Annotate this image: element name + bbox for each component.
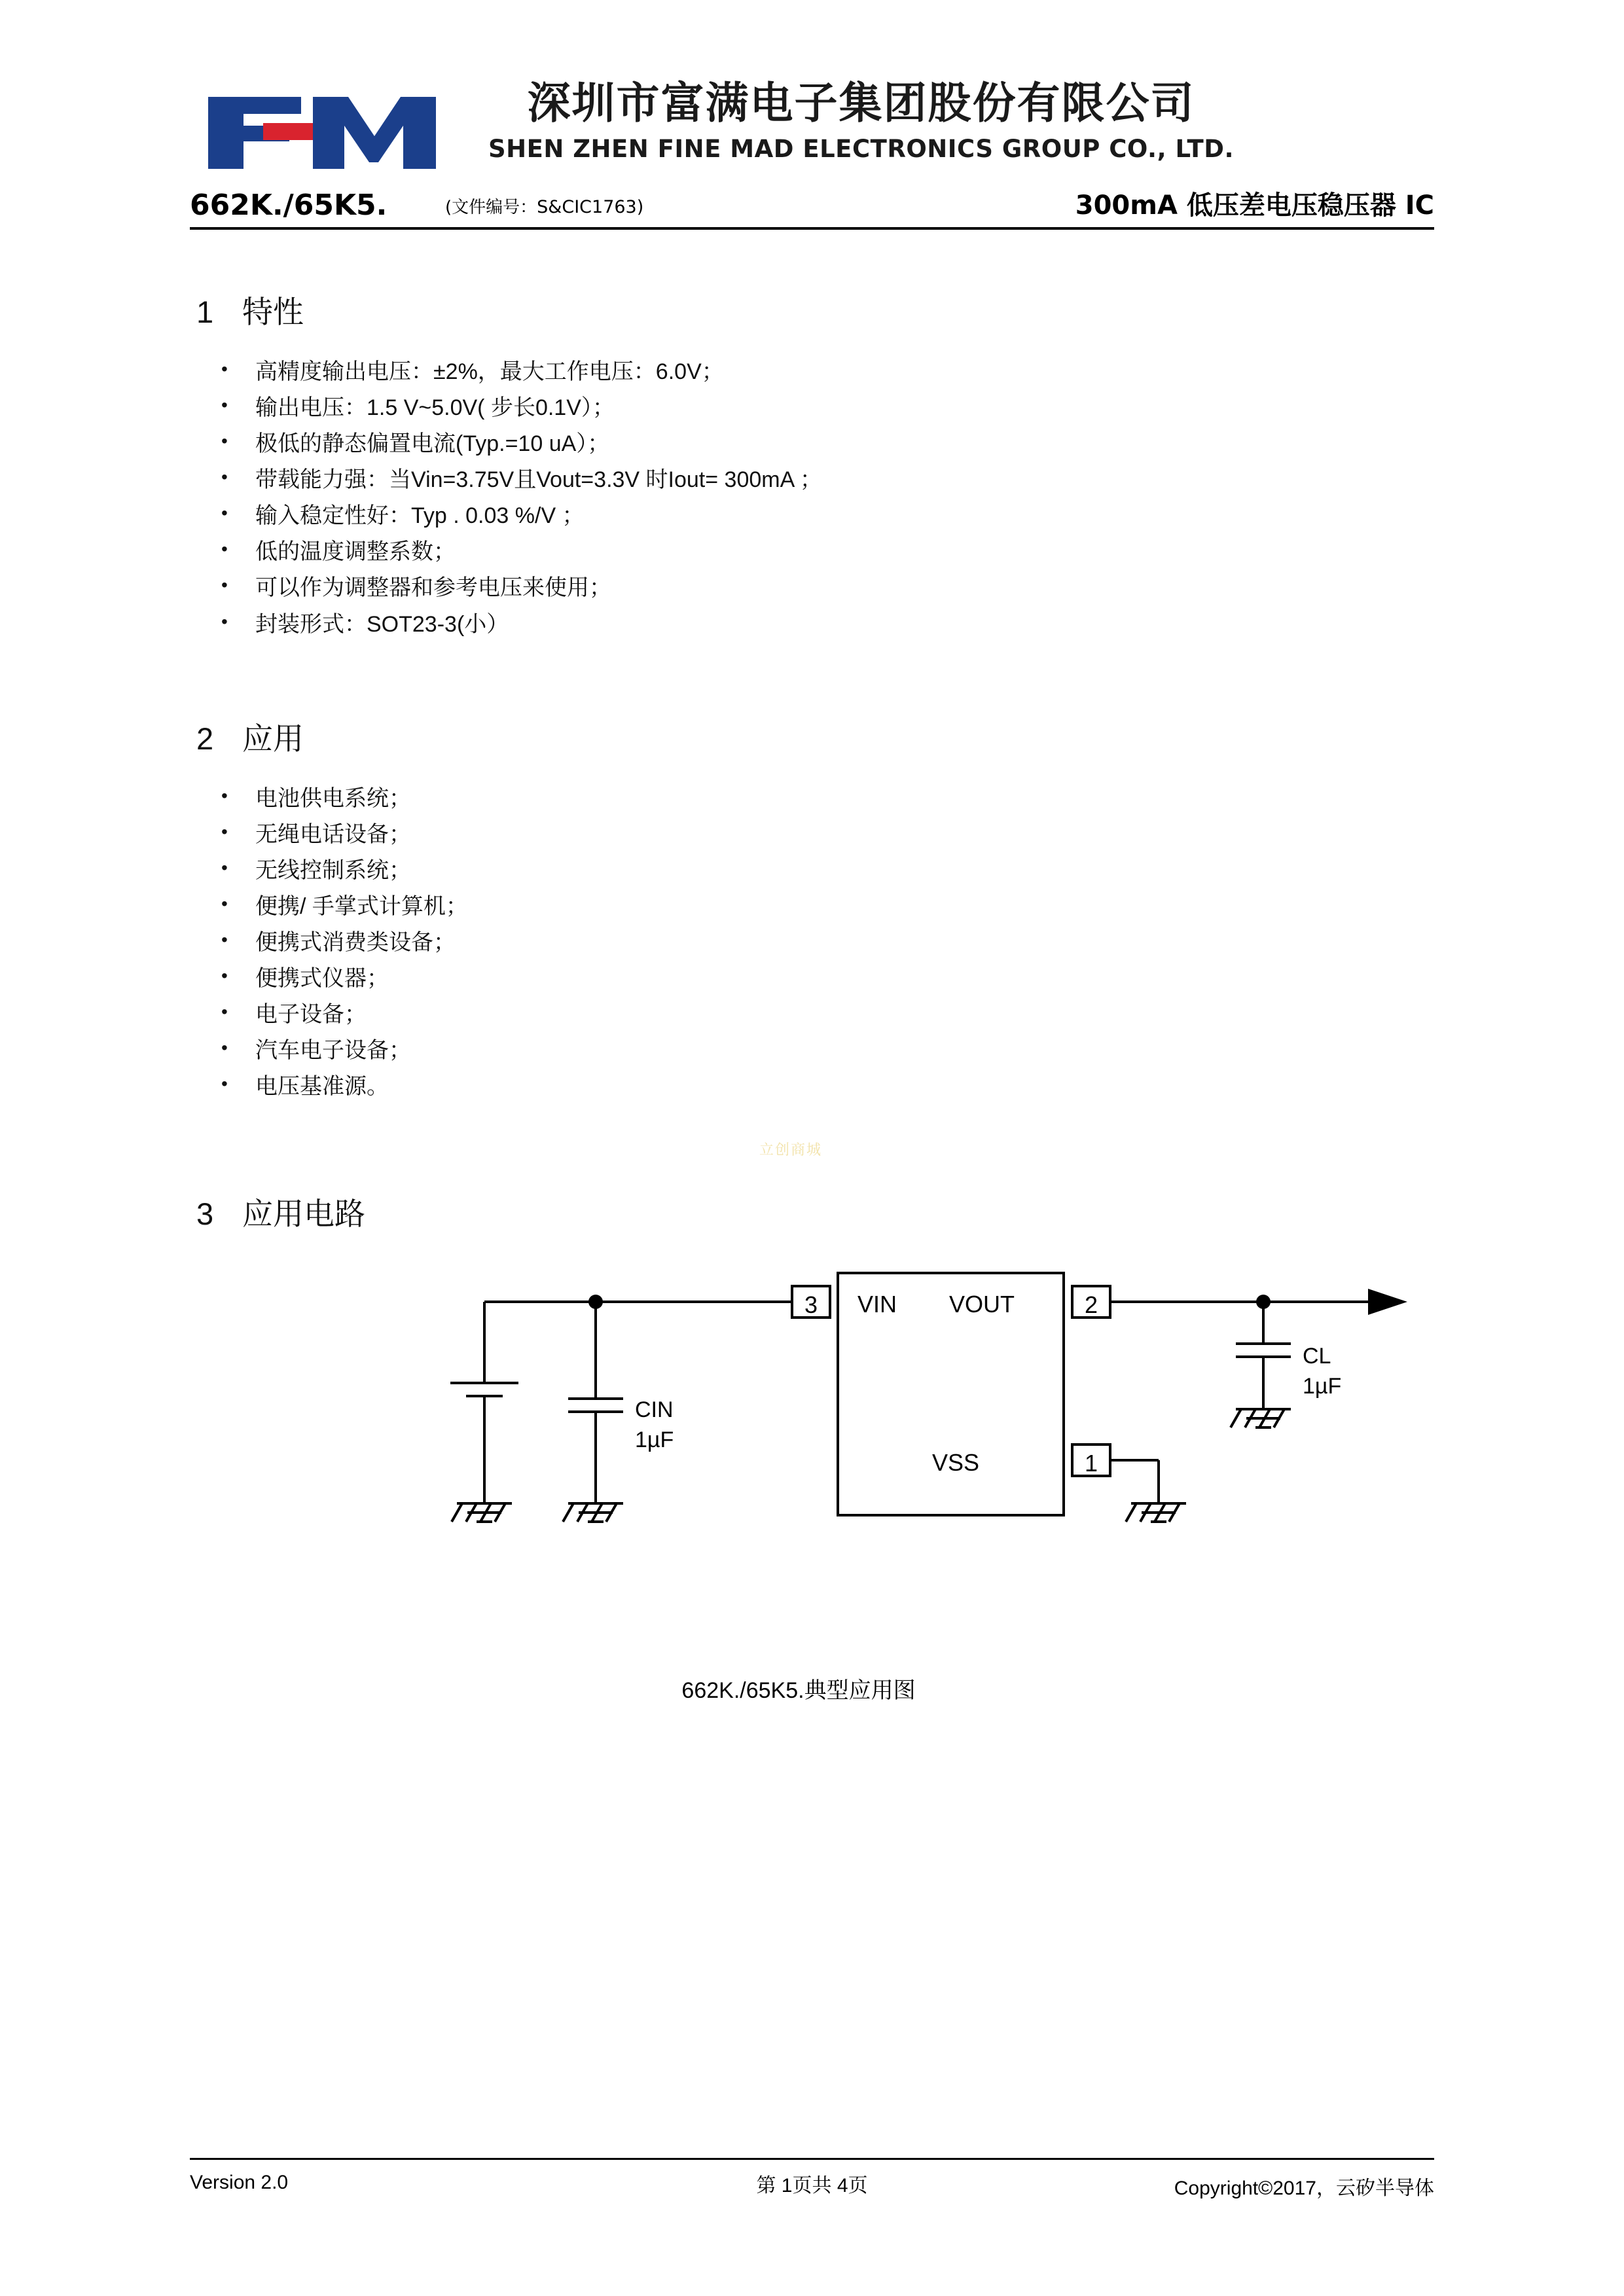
section-circuit-heading: [196, 1190, 1434, 1234]
footer-page-number: 第 1页共 4页: [756, 2175, 868, 2197]
section-features-number: 1: [196, 295, 214, 329]
list-item: • 便携/ 手掌式计算机；: [190, 889, 1434, 925]
circuit-cin-name: CIN: [635, 1397, 674, 1423]
list-item: • 输出电压：1.5 V~5.0V( 步长0.1V）；: [190, 390, 1434, 426]
circuit-vout-label: VOUT: [949, 1291, 1015, 1318]
application-circuit-diagram: [439, 1260, 1460, 1666]
circuit-caption: 662K./65K5.典型应用图: [681, 1678, 916, 1704]
part-number: 662K./65K5.: [190, 188, 388, 222]
company-name-en: SHEN ZHEN FINE MAD ELECTRONICS GROUP CO., LTD.: [488, 134, 1235, 163]
list-item: • 高精度输出电压：±2%，最大工作电压：6.0V；: [190, 354, 1434, 390]
list-item: • 可以作为调整器和参考电压来使用；: [190, 570, 1434, 606]
list-item: • 电压基准源。: [190, 1069, 1434, 1105]
circuit-pin1-label: 1: [1084, 1450, 1098, 1477]
circuit-vss-label: VSS: [931, 1449, 980, 1477]
section-applications-number: 2: [196, 721, 214, 756]
circuit-cin-value: 1µF: [635, 1427, 674, 1453]
page-header: [190, 0, 1434, 249]
section-circuit-title: 应用电路: [242, 1196, 365, 1232]
list-item: • 无线控制系统；: [190, 853, 1434, 889]
list-item: • 汽车电子设备；: [190, 1033, 1434, 1069]
list-item: • 电子设备；: [190, 997, 1434, 1033]
circuit-cl-value: 1µF: [1303, 1374, 1342, 1399]
document-code-value: S&CIC1763): [537, 196, 644, 217]
section-circuit-number: 3: [196, 1196, 214, 1232]
footer-copyright: Copyright©2017，云矽半导体: [1174, 2178, 1434, 2199]
footer-version: Version 2.0: [190, 2172, 289, 2193]
list-item: • 便携式仪器；: [190, 961, 1434, 997]
section-applications: [190, 715, 1434, 1105]
product-title: 300mA 低压差电压稳压器 IC: [1075, 190, 1434, 221]
section-features: [190, 288, 1434, 643]
section-applications-heading: [196, 715, 1434, 759]
circuit-cl-name: CL: [1303, 1344, 1331, 1369]
title-bar: [190, 180, 1434, 230]
applications-list: [190, 781, 1434, 1105]
list-item: • 电池供电系统；: [190, 781, 1434, 817]
page-footer: [190, 2158, 1434, 2198]
list-item: • 带载能力强：当Vin=3.75V且Vout=3.3V 时Iout= 300mA ；: [190, 462, 1434, 498]
list-item: • 封装形式：SOT23-3(小）: [190, 607, 1434, 643]
list-item: • 便携式消费类设备；: [190, 925, 1434, 961]
section-applications-title: 应用: [242, 721, 304, 756]
company-logo: [203, 85, 445, 180]
circuit-pin2-label: 2: [1084, 1291, 1098, 1319]
watermark-text: 立创商城: [759, 1141, 823, 1158]
document-code-label: (文件编号：: [445, 197, 537, 217]
list-item: • 低的温度调整系数；: [190, 534, 1434, 570]
section-features-heading: [196, 288, 1434, 332]
features-list: [190, 354, 1434, 643]
document-code: [445, 194, 643, 218]
section-application-circuit: [190, 1190, 1434, 1704]
circuit-vin-label: VIN: [857, 1291, 897, 1318]
list-item: • 无绳电话设备；: [190, 817, 1434, 853]
list-item: • 极低的静态偏置电流(Typ.=10 uA）；: [190, 426, 1434, 462]
list-item: • 输入稳定性好：Typ . 0.03 %/V ；: [190, 498, 1434, 534]
circuit-pin3-label: 3: [804, 1291, 818, 1319]
company-name-cn: 深圳市富满电子集团股份有限公司: [527, 78, 1195, 128]
section-features-title: 特性: [242, 295, 304, 329]
